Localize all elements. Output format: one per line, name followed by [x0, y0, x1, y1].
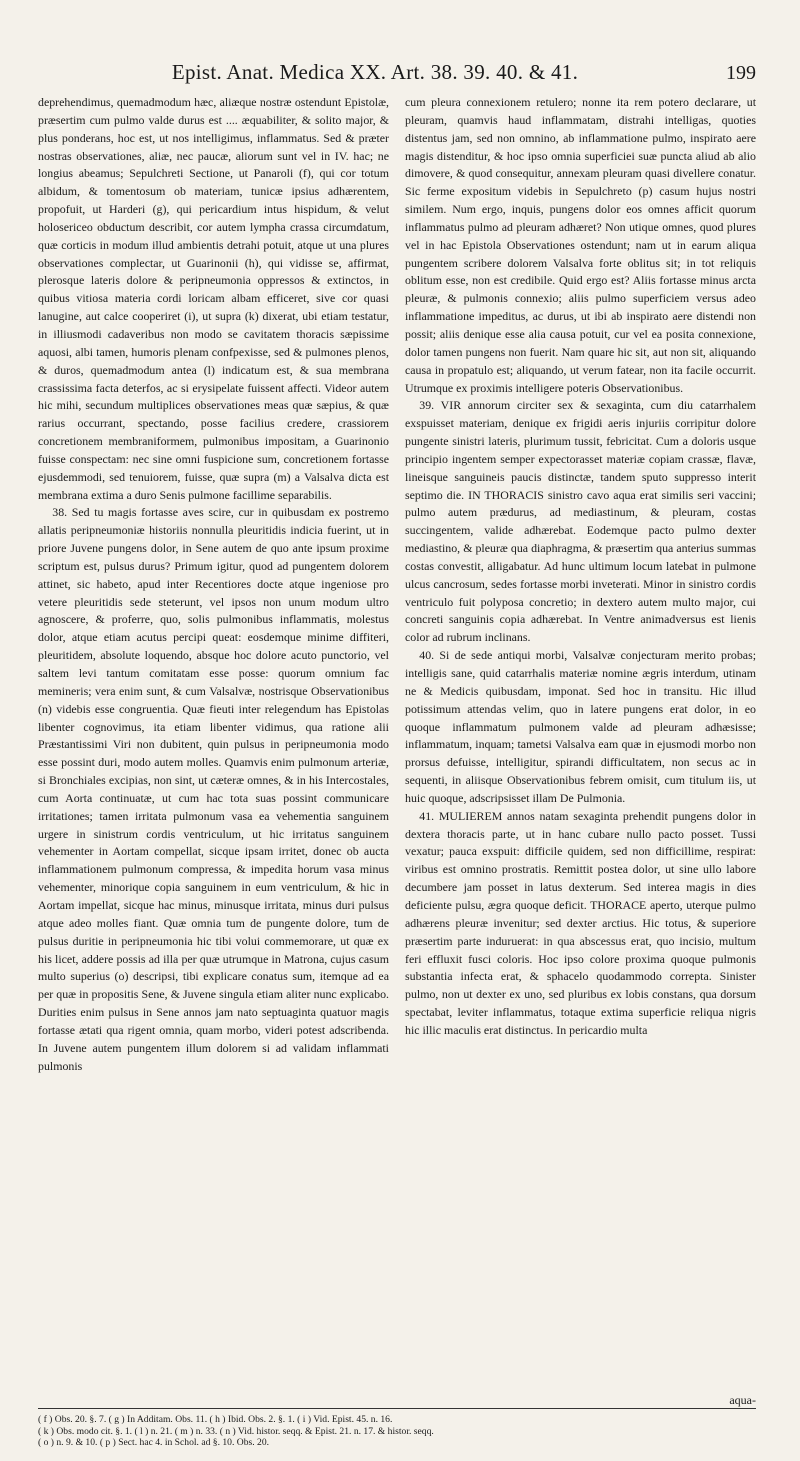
page-number: 199: [726, 62, 756, 84]
right-column: [405, 94, 756, 1381]
paragraph: cum pleura connexionem retulero; nonne ita rem potero declarare, ut pleuram, quamvis haud inflammatam, distrahi intelligas, quoties distentus jam, sed non omnino, ab inflammatione pulmo, inspirato aere magis distenditur, & hoc ipso omnia superficiei suæ puncta aliud ab alio dimovere, & quod consequitur, annexam pleuram quasi divellere conatur. Sic ferme expositum videbis in Sepulchreto (p) casum hujus nostri similem. Num ergo, inquis, pungens dolor eos omnes afficit quorum inflammatus pulmo ad pleuram adhæret? Non utique omnes, quod plures vel in hac Epistola Observationes ostendunt; nam ut in earum aliqua pungentem scribere dolorem Valsalva forte oblitus sit; in tot reliquis oblitum esse, non est credibile. Quid ergo est? Aliis fortasse minus arcta pleuræ, & pulmonis connexio; aliis pulmo superficiem versus adeo inflammatione impeditus, ac durus, ut ibi ab inspirato aere distendi non possit; aliis denique esse alia causa potuit, cur vel ea posita connexione, dolor tamen pungens non fuerit. Nam quare hic sit, aut non sit, aliquando causa in propatulo est; aliquando, ut verum fatear, non ita facile occurrit. Utrumque ex proximis intelligere poteris Observationibus.: [405, 95, 756, 395]
paragraph-38: 38. Sed tu magis fortasse aves scire, cur in quibusdam ex postremo allatis peripneumoniæ historiis nonnulla pleuritidis indicia fuerint, ut in priore Juvene pungens dolor, in Sene autem de quo ante ipsum proxime scriptum est, pulsus durus? Primum igitur, quod ad pungentem dolorem attinet, sic habeto, apud inter Recentiores docte atque ingeniose pro vetere pleuritidis sede steterunt, vel ipsos non unum modum ultro agnoscere, & proferre, quo, solis pulmonibus inflammatis, molestus dolor, atque etiam acutus percipi queat: eosdemque minime diffiteri, pleuritidem, absolute loquendo, absque hoc dolore acuto punctorio, vel saltem levi tantum comitatam esse posse: quorum omnium fac memineris; vera enim sunt, & cum Valsalvæ, nostrisque Observationibus (n) videbis esse congruentia. Quæ fieuti inter relegendum has Epistolas libenter cognovimus, ita etiam libenter vidimus, qua ratione alii Præstantissimi Viri non dubitent, quin pulsus in peripneumonia modo esse possint duri, modo autem molles. Quamvis enim pulmonum arteriæ, si Bronchiales excipias, non sint, ut cæteræ omnes, & in his Intercostales, cum Aorta continuatæ, ut cum hac tota suas possint communicare irritationes; tamen irritata pulmonum vasa ea vehementia sanguinem urgere in sinistrum cordis ventriculum, ut hic irritatus sanguinem vehementer in Aortam compellat, sicque ipsam irritet, donec ob aucta inflammationem pulmonum compressa, & impedita horum vasa minus vehementer, minorique copia sanguinem in eum ventriculum, & hic in Aortam impellat, sicque hac minus, minusque irritata, minus duri pulsus atque adeo molles fiant. Quæ omnia tum de pungente dolore, tum de pulsus duritie in peripneumonia hic tibi volui commemorare, ut quæ ex his licet, addere possis ad illa per quæ utrumque in Matrona, cujus casum multo superius (o) descripsi, tibi explicare conatus sum, itemque ad ea per quæ in propositis Sene, & Juvene singula etiam aliter nunc explicabo. Durities enim pulsus in Sene annos jam nato septuaginta quatuor magis fortasse ætati qua rigent omnia, quam morbo, videri potest adscribenda. In Juvene autem pungentem illum dolorem si ad validam inflammati pulmonis: [38, 505, 389, 1073]
page-header: [38, 60, 756, 90]
catchword: aqua-: [729, 1393, 756, 1407]
paragraph-39: 39. VIR annorum circiter sex & sexaginta, cum diu catarrhalem exspuisset materiam, denique ex frigidi aeris injuriis corripitur dolore pungente sinistri lateris, plurimum tussit, febricitat. Cum a doloris usque principio ingentem semper expectorasset materiæ copiam crassæ, flavæ, lineisque sanguineis paucis distinctæ, tandem sputo suppresso interit septimo die. IN THORACIS sinistro cavo aqua erat similis seri vaccini; pulmo autem prædurus, ad mediastinum, & pleuram, costas succingentem, valide adhærebat. Eodemque pacto pulmo dexter mediastino, & pleuræ qua diaphragma, & præsertim qua anterius summas costas convestit, alligabatur. Ad hunc ultimum locum latebat in pulmone ulcus cancrosum, sedes fortasse morbi inveterati. Minor in sinistro cordis ventriculo fuit polyposa concretio; in dextero autem multo major, cui concreti sanguinis copia adhærebat. In Ventre animadversus est lienis color ad rubrum inclinans.: [405, 398, 756, 645]
paragraph-41: 41. MULIEREM annos natam sexaginta prehendit pungens dolor in dextera thoracis parte, ut in hanc cubare nullo pacto posset. Tussi vexatur; pauca exspuit: difficile quidem, sed non difficillime, respirat: viribus est omnino prostratis. Remittit postea dolor, ut sine ullo labore decumbere jam posset in latus dexterum. Sed interea magis in dies deficiente pulsu, ægra quoque deficit. THORACE aperto, uterque pulmo adhærens pleuræ invenitur; sed dexter arctius. Hic totus, & superiore præsertim parte induruerat: in qua abscessus erat, quo incisio, multum feri effluxit fusci coloris. Hoc ipso colore proxima quoque pulmonis substantia infecta erat, & sphacelo quodammodo correpta. Sinister pulmo, non ut dexter ex uno, sed pluribus ex lobis constans, qua dorsum spectabat, leviter inflammatus, totaque extima superficie reliqua nigris hic illic maculis erat distinctus. In pericardio multa: [405, 808, 756, 1037]
paragraph-40: 40. Si de sede antiqui morbi, Valsalvæ conjecturam merito probas; intelligis sane, quid catarrhalis materiæ nomine ægris interdum, utinam ne & Medicis quibusdam, imponat. Sed hoc in transitu. Hic illud potissimum attendas velim, quo in latere pungens erat dolor, in eo quoque inflammatum pulmonem valde ad pleuram adhæsisse; inflammatum, inquam; tametsi Valsalva eam quæ in ejusmodi morbo non prorsus defuisse, intelligitur, spirandi difficultatem, non secus ac in sequenti, in aliisque Observationibus febrem omisit, cum titulum iis, ut huic quoque, adscripsisset illam De Pulmonia.: [405, 648, 756, 805]
footnote-line: ( k ) Obs. modo cit. §. 1. ( l ) n. 21. ( m ) n. 33. ( n ) Vid. histor. seqq. & Epist. 21. n. 17. & histor. seqq.: [38, 1425, 434, 1437]
running-head: Epist. Anat. Medica XX. Art. 38. 39. 40. & 41.: [171, 60, 579, 84]
text-columns: [38, 94, 756, 1381]
footnotes: [38, 1414, 756, 1449]
paragraph: deprehendimus, quemadmodum hæc, aliæque nostræ ostendunt Epistolæ, præsertim cum pulmo valde durus est .... æquabiliter, & solito major, & plus ponderans, hoc est, ut nos intelligimus, inflammatus. Sed & præter nostras observationes, aliæ, nec paucæ, aliorum sunt vel in IV. hac; ne longius abeamus; Sepulchreti Sectione, ut Panaroli (f), qui cor totum albidum, & tomentosum ob materiam, tunicæ ipsius adhærentem, propofuit, ut Harderi (g), qui pericardium intus hispidum, & velut holosericeo obductum describit, cor autem lympha crassa circumdatum, quæ corticis in modum illud ambientis detrahi potuit, atque ut una plures observationes complectar, ut Guarinonii (h), qui vidisse se, affirmat, plerosque lateris dolore & peripneumonia oppressos & extinctos, in quibus vitiosa materia cordi loricam albam efficeret, sive cor quasi lanugine, aut calce cooperiret (i), ut supra (k) dixerat, ubi etiam testatur, in illiusmodi cadaveribus non modo se cavitatem thoracis sæpissime aquosi, albi tamen, humoris plenam confpexisse, sed & pulmones plenos, & duros, quemadmodum antea (l) indicatum est, & sua membrana crassissima facta deterfos, ac si erysipelate fuissent affecti. Videor autem hic mihi, secundum multiplices observationes meas quæ sæpius, & quæ rarius occurrant, spectando, posse facilius credere, crassiorem concretionem membraniformem, pulmonibus impositam, a Guarinonio fuisse conspectam: nec sine omni fuspicione sum, concretionem fortasse ejusdemmodi, sed tenuiorem, fuisse, quæ supra (m) a Valsalva dicta est membrana extima a duro Senis pulmone facillime separabilis.: [38, 95, 389, 502]
footnote-rule: [38, 1408, 756, 1409]
footnote-line: ( o ) n. 9. & 10. ( p ) Sect. hac 4. in Schol. ad §. 10. Obs. 20.: [38, 1437, 270, 1449]
left-column: [38, 94, 389, 1381]
footnote-line: ( f ) Obs. 20. §. 7. ( g ) In Additam. Obs. 11. ( h ) Ibid. Obs. 2. §. 1. ( i ) Vid. Epist. 45. n. 16.: [38, 1414, 393, 1425]
